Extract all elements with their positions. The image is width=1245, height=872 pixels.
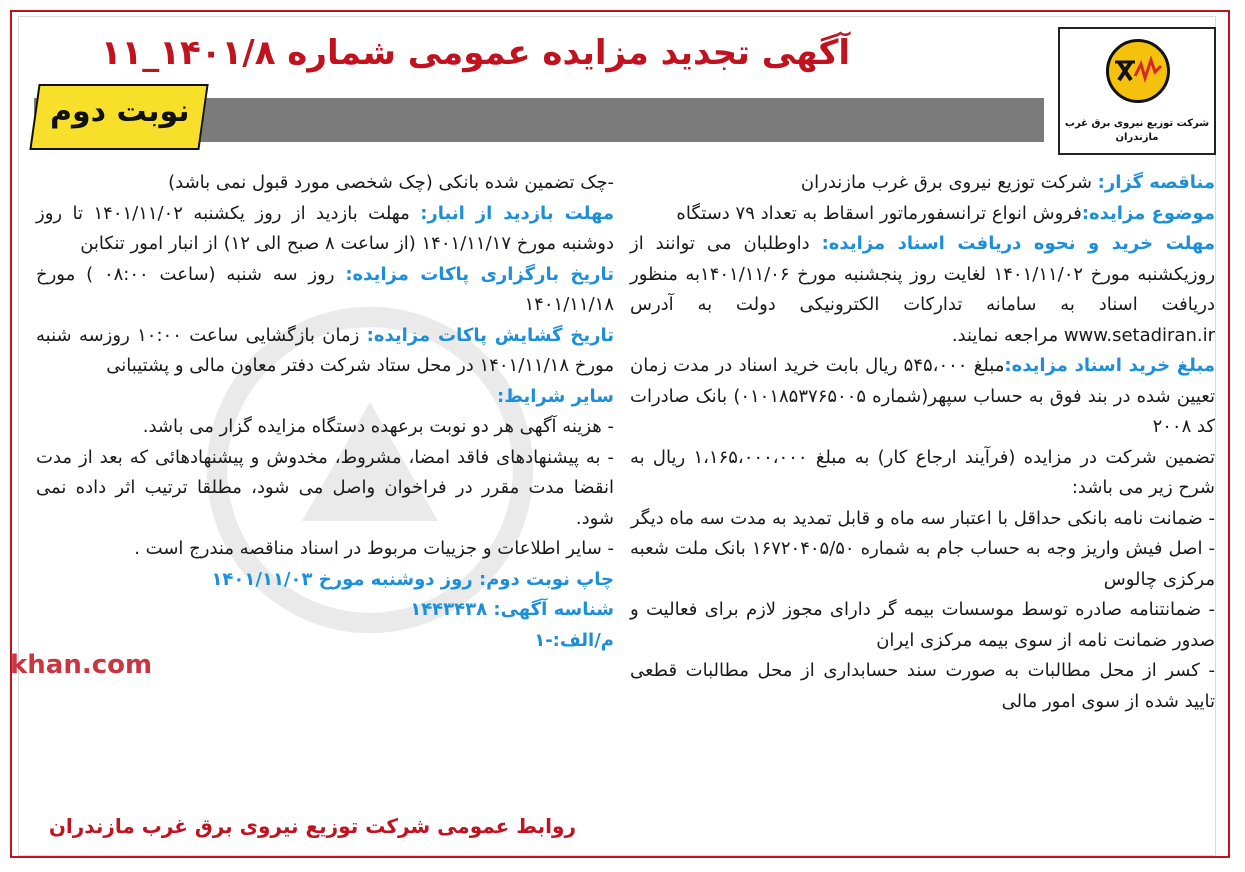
company-logo [1058, 27, 1216, 155]
left-paragraph: سایر شرایط: [497, 385, 614, 407]
left-paragraph: شناسه آگهی: ۱۴۴۳۴۳۸ [410, 599, 614, 620]
page-title: آگهی تجدید مزایده عمومی شماره ۱۴۰۱/۸_۱۱ [100, 33, 850, 73]
left-paragraph: چاپ نوبت دوم: روز دوشنبه مورخ ۱۴۰۱/۱۱/۰۳ [211, 568, 614, 590]
left-paragraph: - سایر اطلاعات و جزییات مربوط در اسناد مناقصه مندرج است . [134, 538, 614, 559]
left-paragraph: - به پیشنهادهای فاقد امضا، مشروط، مخدوش و پیشنهادهائی که بعد از مدت انقضا مدت مقرر در فراخوان واصل می شود، مطلقا ترتیب اثر داده نمی شود. [36, 446, 614, 529]
right-paragraph: - ضمانت نامه بانکی حداقل با اعتبار سه ماه و قابل تمدید به مدت سه ماه دیگر [630, 507, 1215, 529]
left-paragraph: - هزینه آگهی هر دو نوبت برعهده دستگاه مزایده گزار می باشد. [142, 416, 614, 437]
right-paragraph: - کسر از محل مطالبات به صورت سند حسابداری از محل مطالبات قطعی تایید شده از سوی امور مالی [630, 660, 1215, 712]
left-paragraph: -چک تضمین شده بانکی (چک شخصی مورد قبول نمی باشد) [168, 172, 614, 193]
right-paragraph: مبلغ خرید اسناد مزایده:مبلغ ۵۴۵،۰۰۰ ریال بابت خرید اسناد در مدت زمان تعیین شده در بند فوق به حساب سپهر(شماره ۰۱۰۱۸۵۳۷۶۵۰۰۵) بانک صادرات کد ۲۰۰۸ [630, 355, 1215, 437]
logo-company-name: شرکت توزیع نیروی برق غرب مازندران [1064, 118, 1210, 143]
right-column [630, 168, 1215, 717]
left-column [36, 168, 614, 656]
right-paragraph: تضمین شرکت در مزایده (فرآیند ارجاع کار) به مبلغ ۱،۱۶۵،۰۰۰،۰۰۰ ریال به شرح زیر می باشد: [630, 446, 1216, 498]
left-paragraph: تاریخ گشایش پاکات مزایده: زمان بازگشایی ساعت ۱۰:۰۰ روزسه شنبه مورخ ۱۴۰۱/۱۱/۱۸ در محل ستاد شرکت دفتر معاون مالی و پشتیبانی [36, 324, 615, 376]
left-paragraph: مهلت بازدید از انبار: مهلت بازدید از روز یکشنبه ۱۴۰۱/۱۱/۰۲ تا روز دوشنبه مورخ ۱۴۰۱/۱۱/۱۷ (از ساعت ۸ صبح الی ۱۲) از انبار امور تنکابن [36, 202, 615, 254]
left-paragraph: تاریخ بارگزاری پاکات مزایده: روز سه شنبه (ساعت ۰۸:۰۰ ) مورخ ۱۴۰۱/۱۱/۱۸ [36, 263, 615, 315]
right-paragraph: مناقصه گزار: شرکت توزیع نیروی برق غرب مازندران [800, 172, 1215, 193]
footer-public-relations: روابط عمومی شرکت توزیع نیروی برق غرب مازندران [48, 814, 576, 838]
right-paragraph: - اصل فیش واریز وجه به حساب جام به شماره ۱۶۷۲۰۴۰۵/۵۰ بانک ملت شعبه مرکزی چالوس [630, 538, 1215, 590]
round-badge [29, 84, 208, 150]
right-paragraph: مهلت خرید و نحوه دریافت اسناد مزایده: داوطلبان می توانند از روزیکشنبه مورخ ۱۴۰۱/۱۱/۰۲ لغایت روز پنجشنبه مورخ ۱۴۰۱/۱۱/۰۶به منظور دریافت اسناد به سامانه تدارکات الکترونیکی دولت به آدرس www.setadiran.ir مراجعه نمایند. [630, 233, 1216, 346]
right-paragraph: - ضمانتنامه صادره توسط موسسات بیمه گر دارای مجوز لازم برای فعالیت و صدور ضمانت نامه از سوی بیمه مرکزی ایران [630, 599, 1215, 651]
round-badge-label: نوبت دوم [49, 94, 190, 129]
watermark-text: khan.com [10, 650, 153, 680]
left-paragraph: م/الف:-۱ [534, 629, 614, 651]
right-paragraph: موضوع مزایده:فروش انواع ترانسفورماتور اسقاط به تعداد ۷۹ دستگاه [676, 202, 1215, 224]
lightning-logo-icon [1106, 39, 1170, 103]
